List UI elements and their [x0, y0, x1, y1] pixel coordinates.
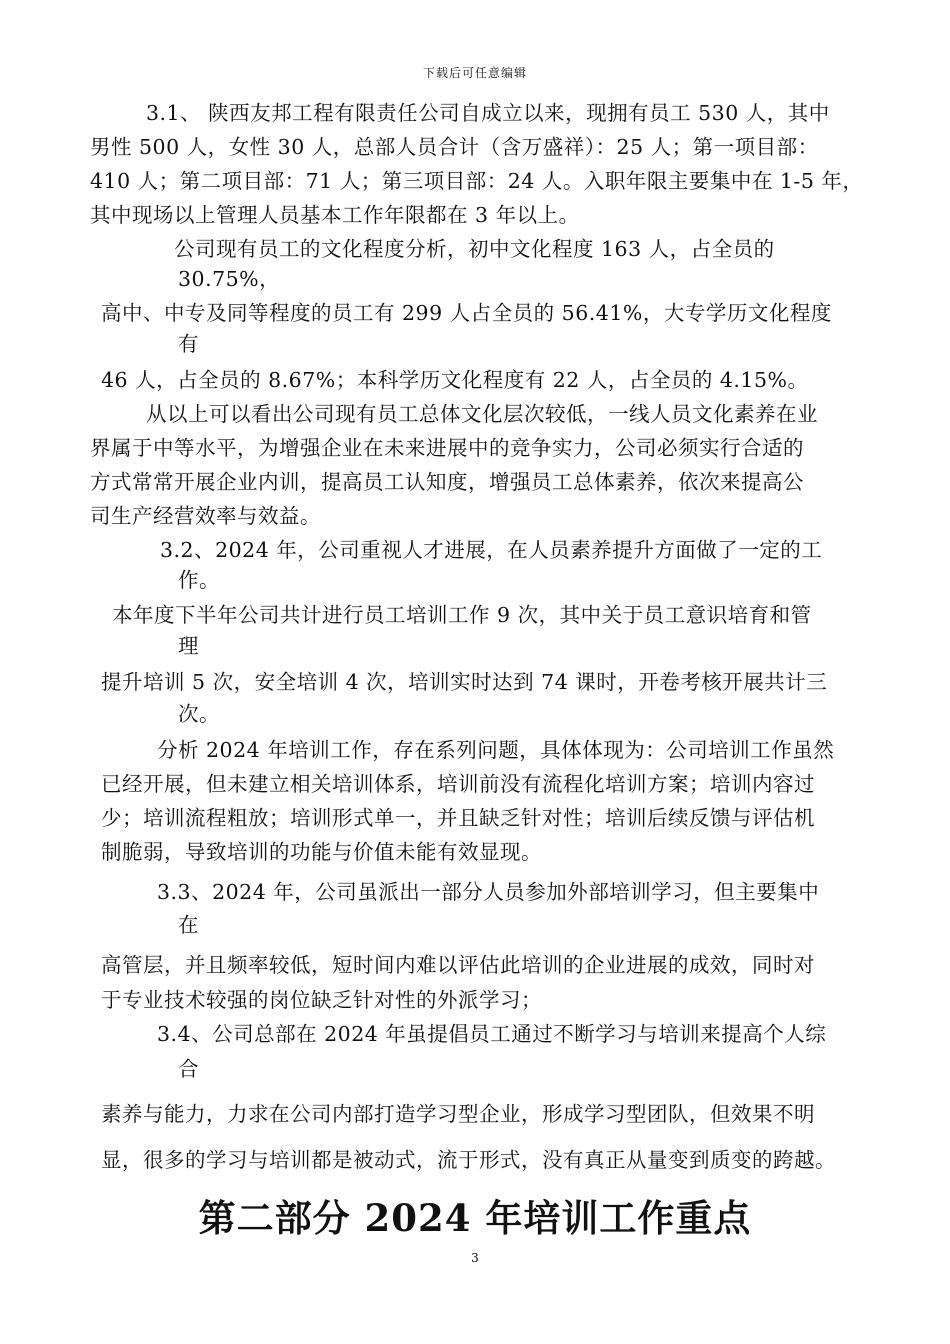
- text-line: 制脆弱，导致培训的功能与价值未能有效显现。: [101, 840, 542, 864]
- text-line: 提升培训 5 次，安全培训 4 次，培训实时达到 74 课时，开卷考核开展共计三: [101, 670, 828, 694]
- page-header: 下载后可任意编辑: [422, 66, 527, 80]
- text-line: 46 人，占全员的 8.67%；本科学历文化程度有 22 人，占全员的 4.15%。: [101, 368, 809, 392]
- text-line: 分析 2024 年培训工作，存在系列问题，具体体现为：公司培训工作虽然: [157, 738, 835, 762]
- text-line: 在: [178, 913, 199, 937]
- text-line: 理: [178, 634, 199, 658]
- text-line: 次。: [178, 702, 220, 726]
- text-line: 作。: [178, 568, 220, 592]
- text-line: 高管层，并且频率较低，短时间内难以评估此培训的企业进展的成效，同时对: [101, 953, 815, 977]
- text-line: 3.1、 陕西友邦工程有限责任公司自成立以来，现拥有员工 530 人，其中: [146, 101, 830, 125]
- text-line: 界属于中等水平，为增强企业在未来进展中的竞争实力，公司必须实行合适的: [90, 436, 804, 460]
- text-line: 方式常常开展企业内训，提高员工认知度，增强员工总体素养，依次来提高公: [90, 470, 804, 494]
- text-line: 从以上可以看出公司现有员工总体文化层次较低，一线人员文化素养在业: [146, 402, 818, 426]
- text-line: 已经开展，但未建立相关培训体系，培训前没有流程化培训方案；培训内容过: [101, 772, 815, 796]
- text-line: 410 人；第二项目部：71 人；第三项目部：24 人。入职年限主要集中在 1-5 年，: [90, 169, 864, 193]
- text-line: 司生产经营效率与效益。: [90, 504, 321, 528]
- text-line: 本年度下半年公司共计进行员工培训工作 9 次，其中关于员工意识培育和管: [112, 603, 812, 627]
- text-line: 3.4、公司总部在 2024 年虽提倡员工通过不断学习与培训来提高个人综: [157, 1022, 827, 1046]
- text-line: 于专业技术较强的岗位缺乏针对性的外派学习；: [101, 988, 542, 1012]
- text-line: 素养与能力，力求在公司内部打造学习型企业，形成学习型团队，但效果不明: [101, 1102, 815, 1126]
- text-line: 男性 500 人，女性 30 人，总部人员合计（含万盛祥）：25 人；第一项目部：: [90, 135, 819, 159]
- text-line: 有: [178, 332, 199, 356]
- page-number: 3: [471, 1251, 479, 1265]
- text-line: 显，很多的学习与培训都是被动式，流于形式，没有真正从量变到质变的跨越。: [101, 1148, 836, 1172]
- text-line: 公司现有员工的文化程度分析，初中文化程度 163 人，占全员的: [174, 237, 775, 261]
- text-line: 30.75%，: [178, 267, 281, 291]
- text-line: 高中、中专及同等程度的员工有 299 人占全员的 56.41%，大专学历文化程度: [101, 301, 832, 325]
- text-line: 3.3、2024 年，公司虽派出一部分人员参加外部培训学习，但主要集中: [157, 880, 820, 904]
- section-heading: 第二部分 2024 年培训工作重点: [198, 1196, 752, 1240]
- text-line: 其中现场以上管理人员基本工作年限都在 3 年以上。: [90, 203, 580, 227]
- text-line: 少；培训流程粗放；培训形式单一，并且缺乏针对性；培训后续反馈与评估机: [101, 806, 815, 830]
- text-line: 3.2、2024 年，公司重视人才进展，在人员素养提升方面做了一定的工: [160, 538, 823, 562]
- text-line: 合: [178, 1057, 199, 1081]
